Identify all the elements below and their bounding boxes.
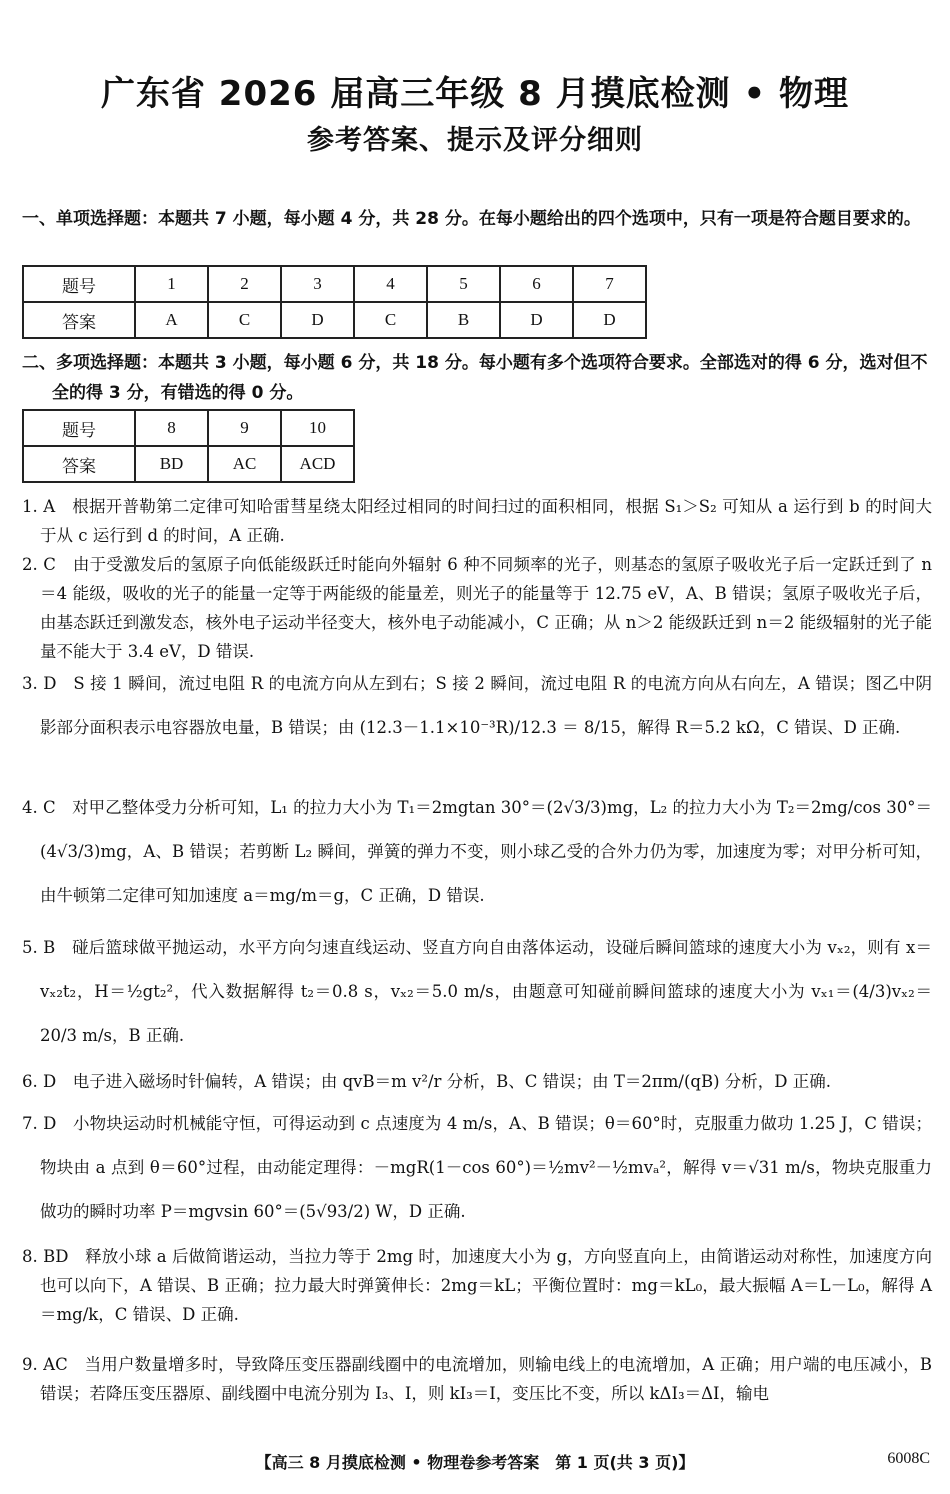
section1-heading: 一、单项选择题：本题共 7 小题，每小题 4 分，共 28 分。在每小题给出的四个选项中，只有一项是符合题目要求的。	[22, 209, 921, 229]
row-label: 题号	[23, 410, 135, 446]
page-subtitle: 参考答案、提示及评分细则	[307, 125, 643, 156]
question-number: 7	[573, 266, 646, 302]
table-row	[23, 302, 646, 338]
section2-answer-table	[22, 409, 355, 483]
question-number: 4	[354, 266, 427, 302]
answer-cell: C	[208, 302, 281, 338]
answer-cell: ACD	[281, 446, 354, 482]
answer-cell: D	[573, 302, 646, 338]
question-number: 5	[427, 266, 500, 302]
answer-cell: D	[500, 302, 573, 338]
explanation-q6: 6. D 电子进入磁场时针偏转，A 错误；由 qvB＝m v²/r 分析，B、C 错误；由 T＝2πm/(qB) 分析，D 正确.	[22, 1072, 831, 1091]
table-row	[23, 266, 646, 302]
page-footer: 【高三 8 月摸底检测 • 物理卷参考答案 第 1 页(共 3 页)】	[255, 1453, 695, 1472]
section1-answer-table	[22, 265, 647, 339]
question-number: 9	[208, 410, 281, 446]
section2-heading: 二、多项选择题：本题共 3 小题，每小题 6 分，共 18 分。每小题有多个选项符合要求。全部选对的得 6 分，选对但不全的得 3 分，有错选的得 0 分。	[22, 353, 928, 403]
answer-cell: D	[281, 302, 354, 338]
row-label: 答案	[23, 446, 135, 482]
question-number: 8	[135, 410, 208, 446]
document-code: 6008C	[887, 1450, 930, 1467]
question-number: 3	[281, 266, 354, 302]
page-title: 广东省 2026 届高三年级 8 月摸底检测 • 物理	[100, 74, 850, 114]
row-label: 答案	[23, 302, 135, 338]
answer-cell: BD	[135, 446, 208, 482]
question-number: 1	[135, 266, 208, 302]
answer-cell: B	[427, 302, 500, 338]
explanation-q3: 3. D S 接 1 瞬间，流过电阻 R 的电流方向从左到右；S 接 2 瞬间，流过电阻 R 的电流方向从右向左，A 错误；图乙中阴影部分面积表示电容器放电量，B 错误；由 (12.3－1.1×10⁻³R)/12.3 ＝ 8/15，解得 R＝5.2 kΩ，C 错误、D 正确.	[22, 674, 932, 737]
table-row	[23, 446, 354, 482]
explanation-q8: 8. BD 释放小球 a 后做简谐运动，当拉力等于 2mg 时，加速度大小为 g，方向竖直向上，由简谐运动对称性，加速度方向也可以向下，A 错误、B 正确；拉力最大时弹簧伸长：2mg＝kL；平衡位置时：mg＝kL₀，最大振幅 A＝L－L₀，解得 A＝mg/k，C 错误、D 正确.	[22, 1247, 932, 1324]
explanation-q4: 4. C 对甲乙整体受力分析可知，L₁ 的拉力大小为 T₁＝2mgtan 30°＝(2√3/3)mg，L₂ 的拉力大小为 T₂＝2mg/cos 30°＝(4√3/3)mg，A、B 错误；若剪断 L₂ 瞬间，弹簧的弹力不变，则小球乙受的合外力仍为零，加速度为零；对甲分析可知，由牛顿第二定律可知加速度 a＝mg/m＝g，C 正确，D 错误.	[22, 798, 932, 905]
answer-cell: A	[135, 302, 208, 338]
question-number: 6	[500, 266, 573, 302]
explanation-q1: 1. A 根据开普勒第二定律可知哈雷彗星绕太阳经过相同的时间扫过的面积相同，根据 S₁＞S₂ 可知从 a 运行到 b 的时间大于从 c 运行到 d 的时间，A 正确.	[22, 497, 932, 545]
answer-cell: AC	[208, 446, 281, 482]
question-number: 10	[281, 410, 354, 446]
explanation-q7: 7. D 小物块运动时机械能守恒，可得运动到 c 点速度为 4 m/s，A、B 错误；θ＝60°时，克服重力做功 1.25 J，C 错误；物块由 a 点到 θ＝60°过程，由动能定理得：－mgR(1－cos 60°)＝½mv²－½mvₐ²，解得 v＝√31 m/s，物块克服重力做功的瞬时功率 P＝mgvsin 60°＝(5√93/2) W，D 正确.	[22, 1114, 932, 1221]
answer-cell: C	[354, 302, 427, 338]
question-number: 2	[208, 266, 281, 302]
explanation-q5: 5. B 碰后篮球做平抛运动，水平方向匀速直线运动、竖直方向自由落体运动，设碰后瞬间篮球的速度大小为 vₓ₂，则有 x＝vₓ₂t₂，H＝½gt₂²，代入数据解得 t₂＝0.8 s，vₓ₂＝5.0 m/s，由题意可知碰前瞬间篮球的速度大小为 vₓ₁＝(4/3)vₓ₂＝20/3 m/s，B 正确.	[22, 938, 932, 1045]
table-row	[23, 410, 354, 446]
explanation-q9: 9. AC 当用户数量增多时，导致降压变压器副线圈中的电流增加，则输电线上的电流增加，A 正确；用户端的电压减小，B 错误；若降压变压器原、副线圈中电流分别为 I₃、I，则 kI₃＝I，变压比不变，所以 kΔI₃＝ΔI，输电	[22, 1355, 932, 1403]
row-label: 题号	[23, 266, 135, 302]
explanation-q2: 2. C 由于受激发后的氢原子向低能级跃迁时能向外辐射 6 种不同频率的光子，则基态的氢原子吸收光子后一定跃迁到了 n＝4 能级，吸收的光子的能量一定等于两能级的能量差，则光子的能量等于 12.75 eV，A、B 错误；氢原子吸收光子后，由基态跃迁到激发态，核外电子运动半径变大，核外电子动能减小，C 正确；从 n＞2 能级跃迁到 n＝2 能级辐射的光子能量不能大于 3.4 eV，D 错误.	[22, 555, 932, 661]
